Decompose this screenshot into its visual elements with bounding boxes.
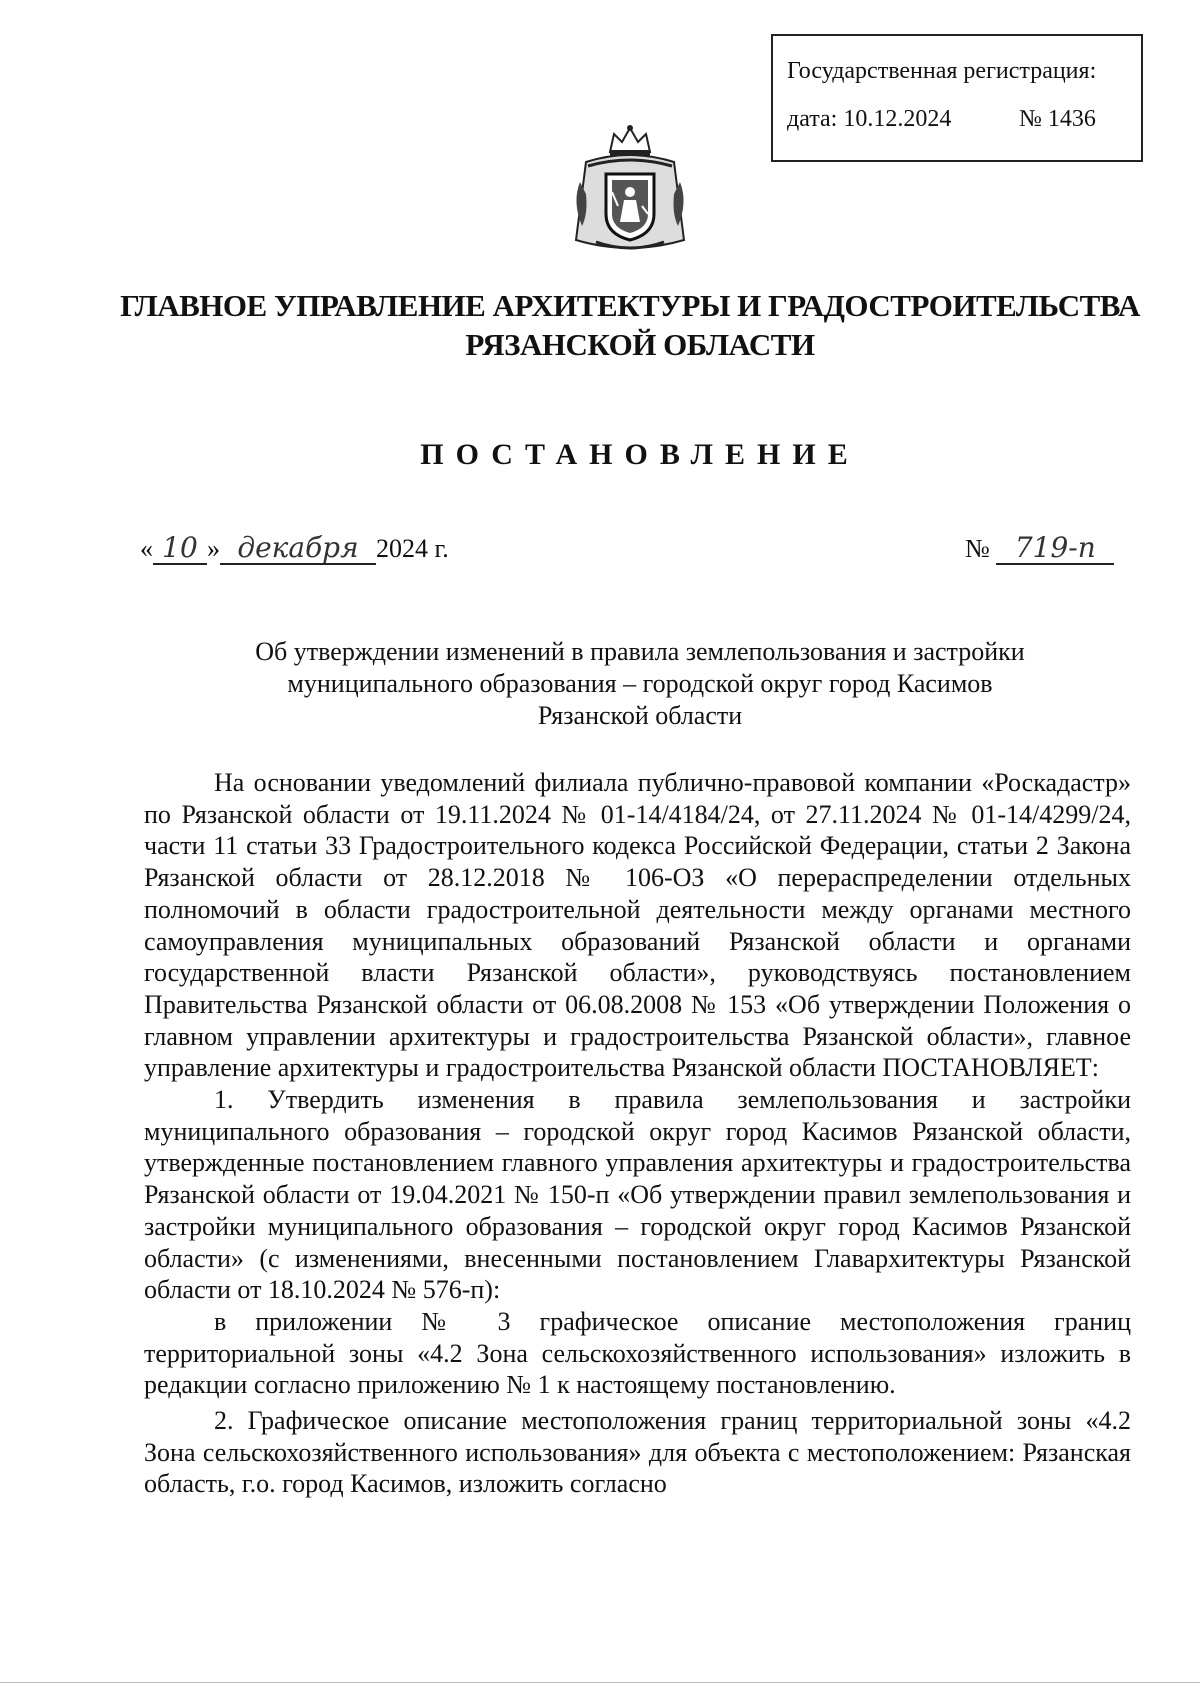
- registration-heading: Государственная регистрация:: [787, 58, 1097, 84]
- item-1-subparagraph: в приложении № 3 графическое описание местоположения границ территориальной зоны «4.2 Зона сельскохозяйственного использования» изложить в редакции согласно приложению № 1 к настоящему постановлению.: [144, 1306, 1131, 1400]
- document-type-heading: ПОСТАНОВЛЕНИЕ: [420, 438, 860, 471]
- title-line3: Рязанской области: [537, 701, 743, 730]
- registration-date: дата: 10.12.2024: [787, 106, 952, 132]
- date-open-quote: «: [140, 534, 153, 563]
- registration-stamp: [771, 34, 1143, 162]
- organization-name-line1: ГЛАВНОЕ УПРАВЛЕНИЕ АРХИТЕКТУРЫ И ГРАДОСТРОИТЕЛЬСТВА: [120, 288, 1140, 323]
- date-year: 2024 г.: [376, 534, 449, 563]
- number-label: №: [965, 534, 990, 563]
- date-day-handwritten: 10: [153, 533, 207, 565]
- item-1-paragraph: 1. Утвердить изменения в правила землепользования и застройки муниципального образования – городской округ город Касимов Рязанской области, утвержденные постановлением главного управления архитектуры и градостроительства Рязанской области от 19.04.2021 № 150-п «Об утверждении правил землепользования и застройки муниципального образования – городской округ город Касимов Рязанской области» (с изменениями, внесенными постановлением Главархитектуры Рязанской области от 18.10.2024 № 576-п):: [144, 1085, 1131, 1305]
- organization-name-line2: РЯЗАНСКОЙ ОБЛАСТИ: [465, 327, 815, 362]
- document-body: [144, 767, 1131, 1500]
- registration-number: № 1436: [1019, 106, 1096, 132]
- number-value-handwritten: 719-п: [996, 533, 1114, 565]
- document-number: [965, 533, 1114, 565]
- title-line1: Об утверждении изменений в правила землепользования и застройки: [255, 637, 1025, 666]
- item-2-paragraph: 2. Графическое описание местоположения границ территориальной зоны «4.2 Зона сельскохозяйственного использования» для объекта с местоположением: Рязанская область, г.о. город Касимов, изложить согласно: [144, 1406, 1131, 1499]
- date-month-handwritten: декабря: [220, 533, 376, 565]
- title-line2: муниципального образования – городской округ город Касимов: [287, 669, 993, 698]
- page-edge-divider: [0, 1682, 1200, 1683]
- document-title: [160, 636, 1120, 732]
- date-close-quote: »: [207, 534, 220, 563]
- preamble-paragraph: На основании уведомлений филиала публично-правовой компании «Роскадастр» по Рязанской области от 19.11.2024 № 01-14/4184/24, от 27.11.2024 № 01-14/4299/24, части 11 статьи 33 Градостроительного кодекса Российской Федерации, статьи 2 Закона Рязанской области от 28.12.2018 № 106-ОЗ «О перераспределении отдельных полномочий в области градостроительной деятельности между органами местного самоуправления муниципальных образований Рязанской области и органами государственной власти Рязанской области», руководствуясь постановлением Правительства Рязанской области от 06.08.2008 № 153 «Об утверждении Положения о главном управлении архитектуры и градостроительства Рязанской области», главное управление архитектуры и градостроительства Рязанской области ПОСТАНОВЛЯЕТ:: [144, 768, 1131, 1083]
- document-date: [140, 533, 449, 565]
- coat-of-arms-icon: [566, 122, 694, 256]
